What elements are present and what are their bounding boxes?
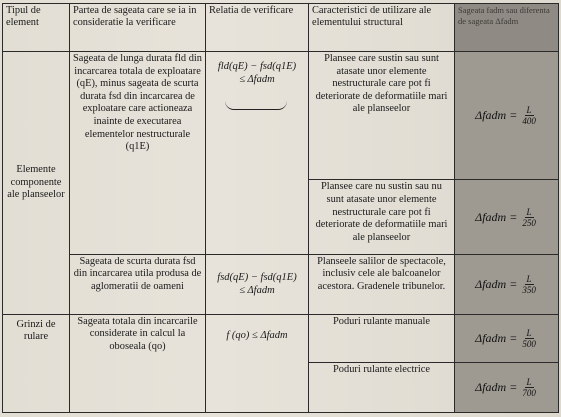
relation-fatigue: f (qo) ≤ Δfadm (206, 314, 309, 412)
relation-long-term-limit: ≤ Δfadm (239, 74, 275, 86)
limit-row-3 (455, 254, 559, 314)
limit-denominator: 250 (522, 217, 536, 228)
limit-numerator: L (526, 327, 532, 338)
header-element-type: Tipul de element (3, 4, 70, 52)
limit-row-2 (455, 180, 559, 254)
limit-lhs: Δfadm = (475, 330, 518, 345)
relation-short-term-expression: fsd(qE) − fsd(q1E) (217, 272, 297, 284)
limit-numerator: L (526, 273, 532, 284)
relation-long-term-expression: fld(qE) − fsd(q1E) (217, 61, 297, 73)
limit-lhs: Δfadm = (475, 380, 518, 395)
limit-denominator: 500 (522, 338, 536, 349)
limit-denominator: 700 (522, 387, 536, 398)
limit-row-4 (455, 314, 559, 362)
limit-lhs: Δfadm = (475, 209, 518, 224)
deflection-limits-table (2, 3, 559, 413)
header-verification-relation: Relatia de verificare (206, 4, 309, 52)
limit-row-5 (455, 362, 559, 412)
part-long-term: Sageata de lunga durata fld din incarcarea totala de exploatare (qE), minus sageata de scurta durata fsd din incarcarea de exploatare care actioneaza inainte de executarea elementelor nestructurale (q1E) (70, 52, 206, 254)
limit-lhs: Δfadm = (475, 276, 518, 291)
limit-numerator: L (526, 376, 532, 387)
limit-lhs: Δfadm = (475, 108, 518, 123)
limit-numerator: L (526, 206, 532, 217)
header-deflection-part: Partea de sageata care se ia in consideratie la verificare (70, 4, 206, 52)
relation-long-term (206, 52, 309, 254)
characteristic-electric-cranes: Poduri rulante electrice (309, 362, 455, 412)
relation-short-term-limit: ≤ Δfadm (239, 285, 275, 297)
handwritten-underline (225, 101, 287, 110)
characteristic-halls: Planseele salilor de spectacole, inclusiv cele ale balcoanelor acestora. Gradenele tribunelor. (309, 254, 455, 314)
characteristic-supporting-sensitive: Plansee care sustin sau sunt atasate unor elemente nestructurale care pot fi deteriorate de deformatiile mari ale planseelor (309, 52, 455, 180)
header-usage-characteristics: Caracteristici de utilizare ale elementului structural (309, 4, 455, 52)
characteristic-not-supporting: Plansee care nu sustin sau nu sunt atasate unor elemente nestructurale care pot fi deteriorate de deformatiile mari ale planseelor (309, 180, 455, 254)
group-crane-beams: Grinzi de rulare (3, 314, 70, 412)
characteristic-manual-cranes: Poduri rulante manuale (309, 314, 455, 362)
limit-row-1 (455, 52, 559, 180)
relation-short-term (206, 254, 309, 314)
limit-denominator: 350 (522, 284, 536, 295)
limit-numerator: L (526, 105, 532, 116)
limit-denominator: 400 (522, 116, 536, 127)
part-total: Sageata totala din incarcarile considerate in calcul la oboseala (qo) (70, 314, 206, 412)
header-limit-deflection: Sageata fadm sau diferenta de sageata Δfadm (455, 4, 559, 52)
part-short-term: Sageata de scurta durata fsd din incarcarea utila produsa de aglomeratii de oameni (70, 254, 206, 314)
group-floor-elements: Elemente componente ale planseelor (3, 52, 70, 315)
